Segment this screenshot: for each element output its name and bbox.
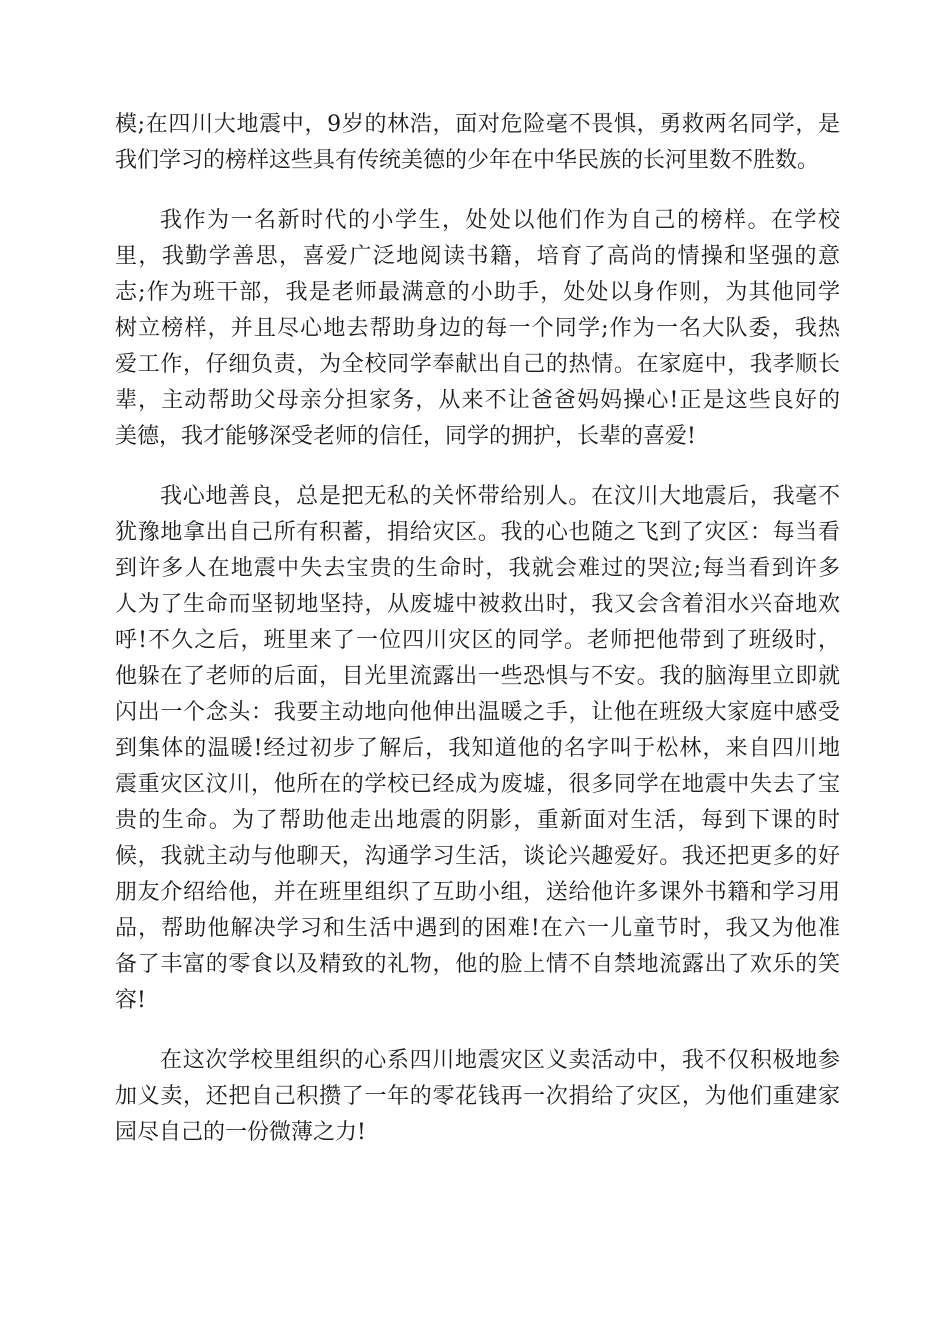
- text-line: 呼!不久之后，班里来了一位四川灾区的同学。老师把他带到了班级时，: [115, 628, 840, 653]
- text-line: 美德，我才能够深受老师的信任，同学的拥护，长辈的喜爱!: [115, 424, 696, 449]
- text-line: 到许多人在地震中失去宝贵的生命时，我就会难过的哭泣;每当看到许多: [115, 556, 840, 581]
- text-line: 备了丰富的零食以及精致的礼物，他的脸上情不自禁地流露出了欢乐的笑: [115, 952, 840, 977]
- paragraph-1: [115, 107, 840, 179]
- text-line: 志;作为班干部，我是老师最满意的小助手，处处以身作则，为其他同学: [115, 280, 840, 305]
- text-line: 人为了生命而坚韧地坚持，从废墟中被救出时，我又会含着泪水兴奋地欢: [115, 592, 840, 617]
- text-line: 品，帮助他解决学习和生活中遇到的困难!在六一儿童节时，我又为他准: [115, 916, 840, 941]
- text-line: 爱工作，仔细负责，为全校同学奉献出自己的热情。在家庭中，我孝顺长: [115, 352, 840, 377]
- text-line: 我作为一名新时代的小学生，处处以他们作为自己的榜样。在学校: [160, 208, 840, 233]
- text-line: 朋友介绍给他，并在班里组织了互助小组，送给他许多课外书籍和学习用: [115, 880, 840, 905]
- text-line: 到集体的温暖!经过初步了解后，我知道他的名字叫于松林，来自四川地: [115, 736, 840, 761]
- text-line: 我们学习的榜样这些具有传统美德的少年在中华民族的长河里数不胜数。: [115, 148, 820, 173]
- text-line: 候，我就主动与他聊天，沟通学习生活，谈论兴趣爱好。我还把更多的好: [115, 844, 840, 869]
- paragraph-4: [115, 1043, 840, 1151]
- text-line: 容!: [115, 988, 146, 1013]
- text-line: 树立榜样，并且尽心地去帮助身边的每一个同学;作为一名大队委，我热: [115, 316, 840, 341]
- paragraph-2: [115, 203, 840, 455]
- text-line: 园尽自己的一份微薄之力!: [115, 1120, 366, 1145]
- text-line: 加义卖，还把自己积攒了一年的零花钱再一次捐给了灾区，为他们重建家: [115, 1084, 840, 1109]
- text-line: 模;在四川大地震中，9岁的林浩，面对危险毫不畏惧，勇救两名同学，是: [115, 112, 840, 137]
- document-body: [115, 107, 840, 1175]
- text-line: 贵的生命。为了帮助他走出地震的阴影，重新面对生活，每到下课的时: [115, 808, 840, 833]
- text-line: 在这次学校里组织的心系四川地震灾区义卖活动中，我不仅积极地参: [160, 1048, 840, 1073]
- text-line: 他躲在了老师的后面，目光里流露出一些恐惧与不安。我的脑海里立即就: [115, 664, 840, 689]
- text-line: 我心地善良，总是把无私的关怀带给别人。在汶川大地震后，我毫不: [160, 484, 840, 509]
- paragraph-3: [115, 479, 840, 1019]
- text-line: 里，我勤学善思，喜爱广泛地阅读书籍，培育了高尚的情操和坚强的意: [115, 244, 840, 269]
- text-line: 震重灾区汶川，他所在的学校已经成为废墟，很多同学在地震中失去了宝: [115, 772, 840, 797]
- text-line: 犹豫地拿出自己所有积蓄，捐给灾区。我的心也随之飞到了灾区：每当看: [115, 520, 840, 545]
- text-line: 辈，主动帮助父母亲分担家务，从来不让爸爸妈妈操心!正是这些良好的: [115, 388, 840, 413]
- text-line: 闪出一个念头：我要主动地向他伸出温暖之手，让他在班级大家庭中感受: [115, 700, 840, 725]
